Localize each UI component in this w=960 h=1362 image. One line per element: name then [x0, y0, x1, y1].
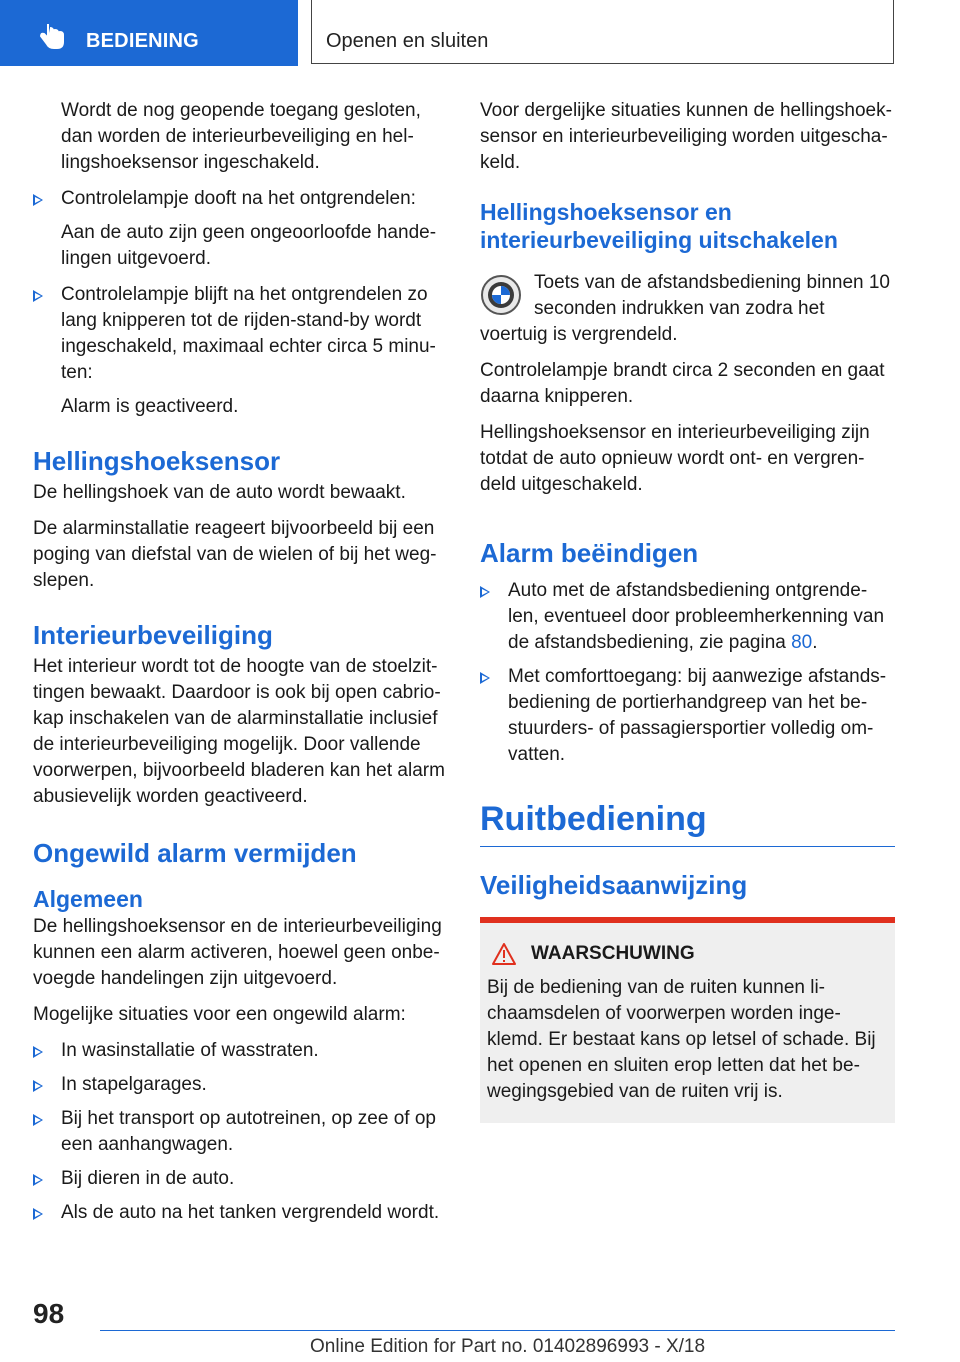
- list-item: [33, 1200, 445, 1226]
- bullet-triangle-icon: [33, 1080, 43, 1092]
- remote-key-icon: [480, 274, 522, 316]
- paragraph: De hellingshoeksensor en de interieurbeveiliging kunnen een alarm activeren, hoewel geen onbe-voegde handelingen zijn uitgevoerd.: [33, 916, 442, 989]
- list-item: [33, 1038, 445, 1064]
- page-reference-link[interactable]: 80: [791, 632, 813, 653]
- page-number: 98: [33, 1298, 65, 1329]
- heading-end-alarm: Alarm beëindigen: [480, 538, 699, 568]
- heading-interior: Interieurbeveiliging: [33, 620, 273, 650]
- warning-triangle-icon: [491, 942, 517, 966]
- paragraph-text: Toets van de afstandsbediening binnen 10 seconden indrukken van zodra het voertuig is vergrendeld.: [480, 272, 890, 345]
- left-column: [33, 98, 445, 1234]
- list-item-text: Bij het transport op autotreinen, op zee of op een aanhangwagen.: [61, 1108, 436, 1155]
- bullet-triangle-icon: [480, 586, 490, 598]
- paragraph: Het interieur wordt tot de hoogte van de stoelzit-tingen bewaakt. Daardoor is ook bij open cabrio-kap inschakelen van de alarminstallatie inclusief de interieurbeveiliging mogelijk. Door vallende voorwerpen, bijvoorbeeld bladeren kan het alarm abusievelijk worden geactiveerd.: [33, 656, 445, 807]
- bullet-triangle-icon: [33, 290, 43, 302]
- list-item-detail: Alarm is geactiveerd.: [61, 396, 239, 417]
- paragraph: De hellingshoek van de auto wordt bewaakt.: [33, 482, 406, 503]
- paragraph-with-icon: [480, 270, 895, 348]
- hand-icon: [38, 22, 66, 52]
- heading-window-operation: Ruitbediening: [480, 798, 895, 847]
- list-item-text: Controlelampje dooft na het ontgrendelen:: [61, 188, 416, 209]
- chapter-title: Openen en sluiten: [326, 30, 489, 52]
- list-item-text: Controlelampje blijft na het ontgrendelen zo lang knipperen tot de rijden-stand-by wordt ingeschakeld, maximaal echter circa 5 minu-ten:: [61, 284, 436, 383]
- list-item-text: In wasinstallatie of wasstraten.: [61, 1040, 319, 1061]
- bullet-triangle-icon: [33, 1208, 43, 1220]
- list-item-text: Auto met de afstandsbediening ontgrende-len, eventueel door probleemherkenning van de afstandsbediening, zie pagina: [508, 580, 885, 653]
- heading-switch-off: Hellingshoeksensor en interieurbeveiliging uitschakelen: [480, 199, 838, 253]
- heading-unwanted-alarm: Ongewild alarm vermijden: [33, 838, 357, 868]
- list-item-detail: Aan de auto zijn geen ongeoorloofde hande-lingen uitgevoerd.: [61, 222, 437, 269]
- right-column: [480, 98, 895, 1123]
- chapter-header: [311, 0, 894, 64]
- list-item: [33, 186, 445, 212]
- heading-general: Algemeen: [33, 886, 143, 912]
- bullet-triangle-icon: [33, 194, 43, 206]
- list-item: [33, 282, 445, 386]
- list-item-text: Bij dieren in de auto.: [61, 1168, 235, 1189]
- heading-safety: Veiligheidsaanwijzing: [480, 870, 748, 900]
- list-item: [33, 1072, 445, 1098]
- heading-tilt-sensor: Hellingshoeksensor: [33, 446, 281, 476]
- paragraph: De alarminstallatie reageert bijvoorbeeld bij een poging van diefstal van de wielen of bij het weg-slepen.: [33, 518, 437, 591]
- bullet-triangle-icon: [33, 1114, 43, 1126]
- paragraph: Controlelampje brandt circa 2 seconden en gaat daarna knipperen.: [480, 360, 885, 407]
- warning-text: Bij de bediening van de ruiten kunnen li-chaamsdelen of voorwerpen worden inge-klemd. Er bestaat kans op letsel of schade. Bij het openen en sluiten erop letten dat het be-wegingsgebied van de ruiten vrij is.: [487, 977, 876, 1102]
- list-item: [33, 1166, 445, 1192]
- warning-box: [480, 917, 895, 1123]
- list-item: [480, 664, 895, 768]
- section-tab: [0, 0, 298, 66]
- bullet-triangle-icon: [33, 1174, 43, 1186]
- footer-divider: [100, 1330, 895, 1331]
- list-item-text: .: [812, 632, 818, 653]
- intro-paragraph: Wordt de nog geopende toegang gesloten, dan worden de interieurbeveiliging en hel-lingshoeksensor ingeschakeld.: [61, 100, 421, 173]
- paragraph: Voor dergelijke situaties kunnen de hellingshoek-sensor en interieurbeveiliging worden uitgescha-keld.: [480, 100, 892, 173]
- section-label: BEDIENING: [86, 30, 199, 52]
- list-item-text: Als de auto na het tanken vergrendeld wordt.: [61, 1202, 440, 1223]
- paragraph: Mogelijke situaties voor een ongewild alarm:: [33, 1004, 406, 1025]
- footer-edition: Online Edition for Part no. 01402896993 - X/18: [310, 1336, 706, 1357]
- list-item-text: In stapelgarages.: [61, 1074, 207, 1095]
- warning-title: WAARSCHUWING: [531, 943, 695, 964]
- paragraph: Hellingshoeksensor en interieurbeveiliging zijn totdat de auto opnieuw wordt ont- en vergren-deld uitgeschakeld.: [480, 422, 870, 495]
- list-item-text: Met comforttoegang: bij aanwezige afstands-bediening de portierhandgreep van het be-stuurders- of passagiersportier volledig om-vatten.: [508, 666, 887, 765]
- list-item: [480, 578, 895, 656]
- bullet-triangle-icon: [480, 672, 490, 684]
- bullet-triangle-icon: [33, 1046, 43, 1058]
- list-item: [33, 1106, 445, 1158]
